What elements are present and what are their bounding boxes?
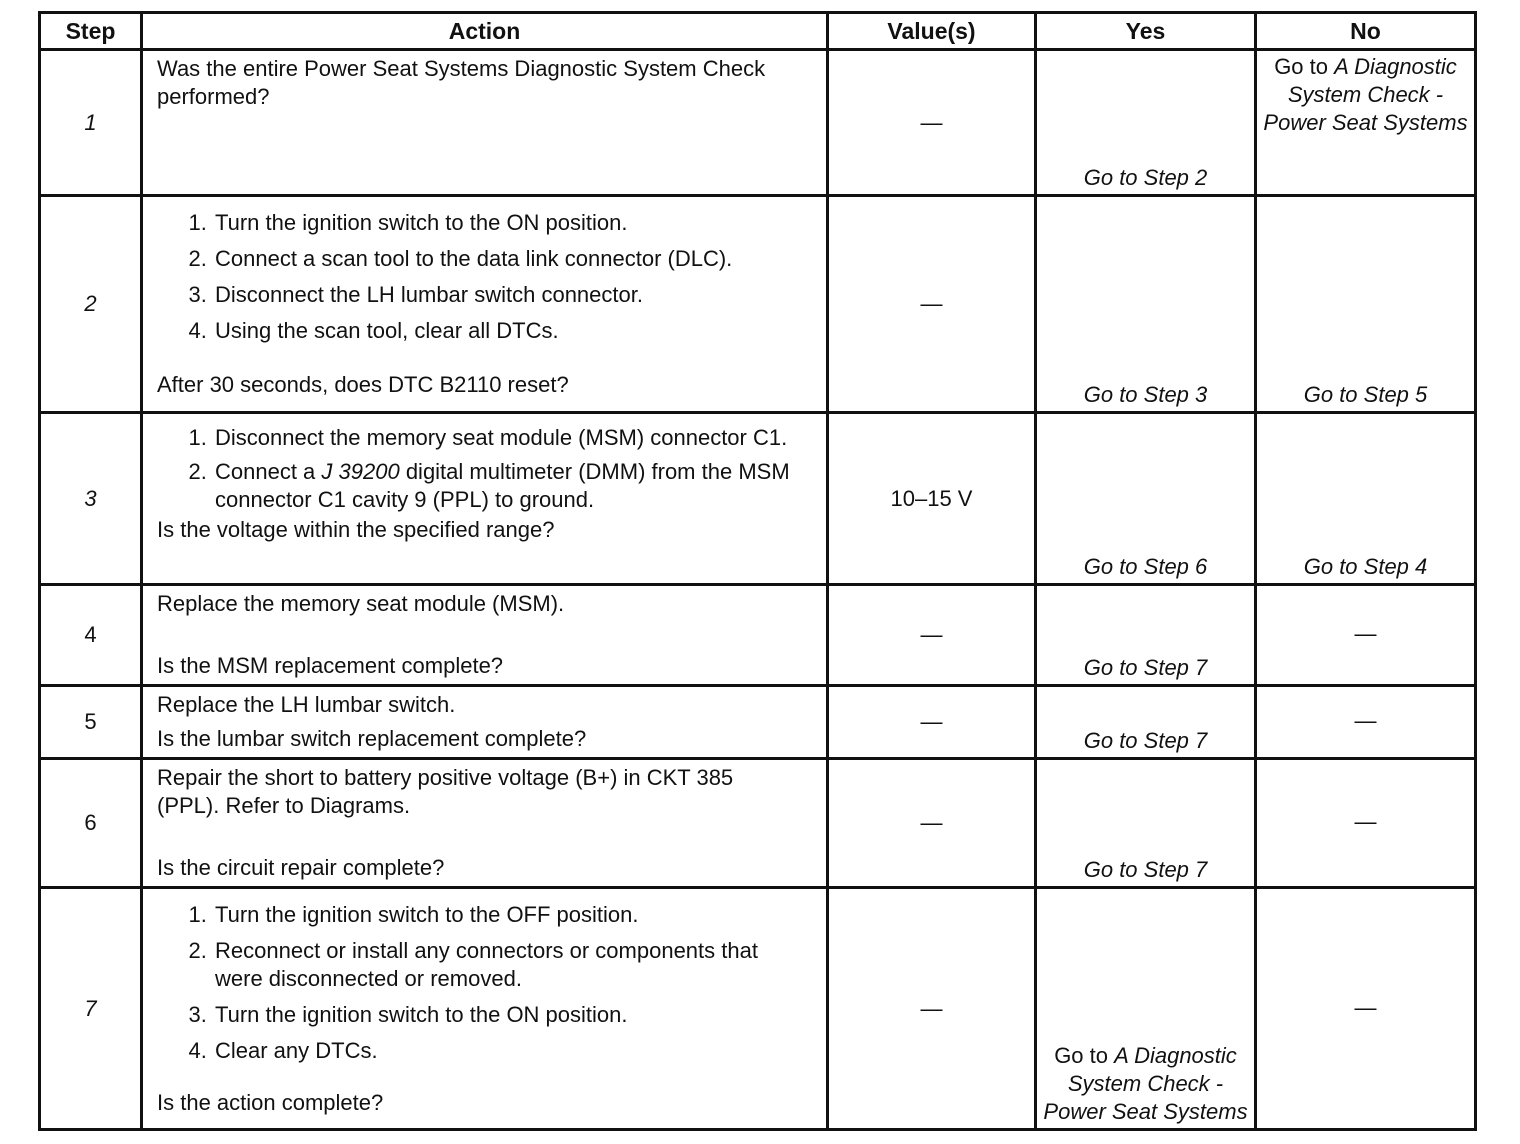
item-suffix: digital multimeter (DMM) from the MSM connector C1 cavity 9 (PPL) to ground. [215,459,790,512]
tool-name: J 39200 [321,459,400,484]
action-question: Is the voltage within the specified range? [157,517,555,542]
no-cell: — [1256,585,1476,686]
action-text: Repair the short to battery positive voltage (B+) in CKT 385 (PPL). Refer to Diagrams. [157,765,734,818]
action-list-item: 2. Connect a scan tool to the data link connector (DLC). [213,245,816,273]
yes-cell: Go to Step 3 [1036,196,1256,413]
action-text: Replace the memory seat module (MSM). [157,591,565,616]
action-list-item: 4. Clear any DTCs. [213,1037,804,1065]
action-cell [142,888,828,1130]
step-number: 4 [40,585,142,686]
action-list-item: 2. Reconnect or install any connectors or components that were disconnected or removed. [213,937,804,993]
value-cell: — [828,888,1036,1130]
table-row [40,413,1476,585]
action-list-item: 1. Turn the ignition switch to the ON position. [213,209,816,237]
action-list-item: 1. Turn the ignition switch to the OFF position. [213,901,804,929]
yes-cell: Go to Step 7 [1036,585,1256,686]
action-list [157,424,816,514]
no-prefix: Go to [1274,54,1335,79]
action-question: After 30 seconds, does DTC B2110 reset? [157,372,569,397]
item-prefix: Connect a [215,459,322,484]
action-cell [142,585,828,686]
step-number: 7 [40,888,142,1130]
action-list-item: 4. Using the scan tool, clear all DTCs. [213,317,816,345]
table-row [40,585,1476,686]
no-cell: — [1256,686,1476,759]
action-question: Is the lumbar switch replacement complete? [157,726,587,751]
no-link-text: A Diagnostic System Check - Power Seat Systems [1263,54,1468,135]
action-list [157,209,816,345]
header-no: No [1256,13,1476,50]
yes-cell: Go to Step 2 [1036,50,1256,196]
action-question: Is the MSM replacement complete? [157,653,504,678]
header-values: Value(s) [828,13,1036,50]
action-list [157,901,816,1065]
no-cell: Go to Step 5 [1256,196,1476,413]
yes-cell: Go to Step 7 [1036,686,1256,759]
header-step: Step [40,13,142,50]
value-cell: — [828,50,1036,196]
header-action: Action [142,13,828,50]
action-list-item [213,458,810,514]
yes-cell [1036,888,1256,1130]
action-cell [142,50,828,196]
action-list-item: 3. Disconnect the LH lumbar switch connector. [213,281,816,309]
value-cell: — [828,196,1036,413]
value-cell: — [828,759,1036,888]
action-cell [142,196,828,413]
step-number: 1 [40,50,142,196]
header-yes: Yes [1036,13,1256,50]
value-cell: — [828,585,1036,686]
action-question: Is the action complete? [157,1090,384,1115]
diagnostic-table [38,11,1477,1131]
action-cell [142,759,828,888]
no-cell: — [1256,888,1476,1130]
value-cell: — [828,686,1036,759]
action-cell [142,686,828,759]
value-cell: 10–15 V [828,413,1036,585]
header-row [40,13,1476,50]
table-row [40,686,1476,759]
yes-prefix: Go to [1054,1043,1115,1068]
action-list-item: 3. Turn the ignition switch to the ON position. [213,1001,804,1029]
table-row [40,888,1476,1130]
action-list-item: 1. Disconnect the memory seat module (MSM) connector C1. [213,424,810,452]
action-cell [142,413,828,585]
yes-cell: Go to Step 6 [1036,413,1256,585]
table-row [40,759,1476,888]
no-cell [1256,50,1476,196]
no-cell: Go to Step 4 [1256,413,1476,585]
step-number: 5 [40,686,142,759]
action-text: Replace the LH lumbar switch. [157,692,456,717]
yes-link-text: A Diagnostic System Check - Power Seat Systems [1043,1043,1248,1124]
no-cell: — [1256,759,1476,888]
action-text: Was the entire Power Seat Systems Diagnostic System Check performed? [157,56,766,109]
step-number: 6 [40,759,142,888]
step-number: 3 [40,413,142,585]
yes-cell: Go to Step 7 [1036,759,1256,888]
step-number: 2 [40,196,142,413]
table-row [40,50,1476,196]
action-question: Is the circuit repair complete? [157,855,445,880]
table-row [40,196,1476,413]
